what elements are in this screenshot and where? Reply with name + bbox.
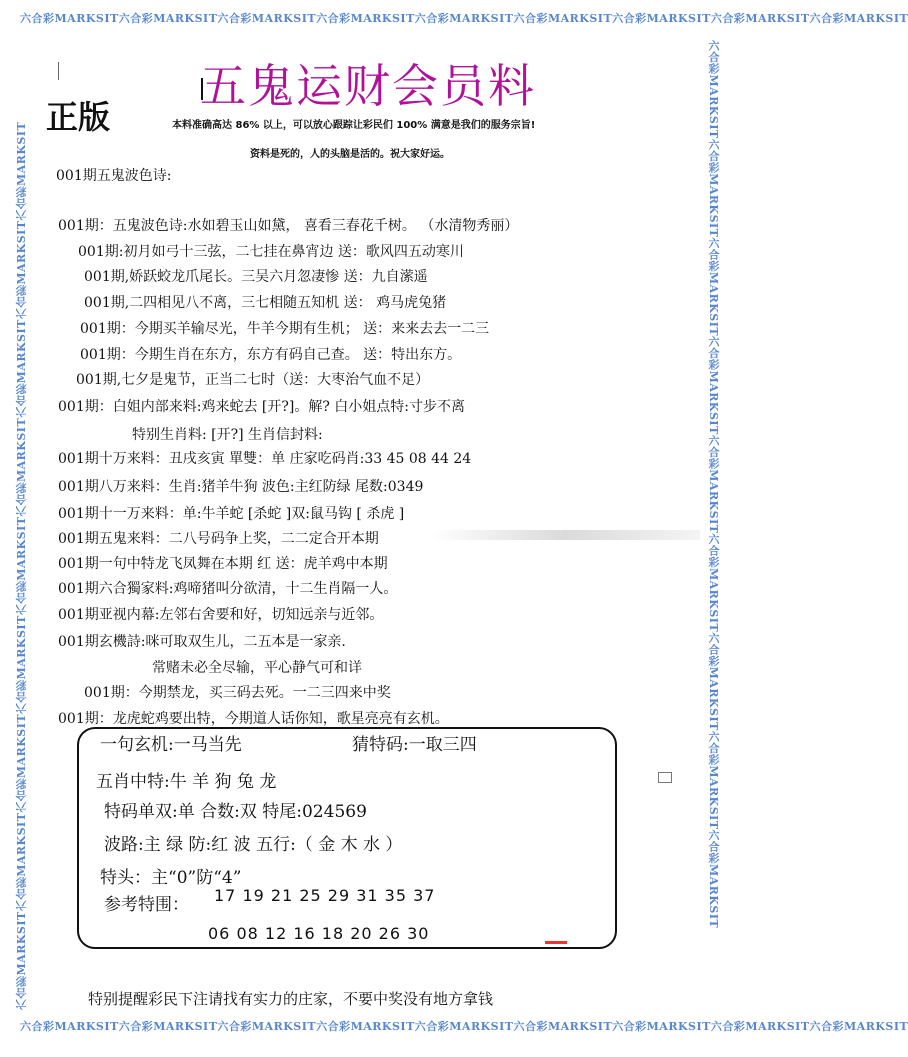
text-line: 001期,七夕是鬼节，正当二七时（送：大枣治气血不足） <box>76 372 430 388</box>
text-line: 001期：白姐内部来料:鸡来蛇去 [开?]。解? 白小姐点特:寸步不离 <box>58 399 465 415</box>
page-title: 五鬼运财会员料 <box>200 59 536 113</box>
text-line: 001期一句中特龙飞凤舞在本期 红 送：虎羊鸡中本期 <box>58 556 388 572</box>
xuanji-line: 一句玄机:一马当先 <box>100 735 242 755</box>
number-row-1: 17 19 21 25 29 31 35 37 <box>214 886 436 905</box>
text-line: 001期玄機詩:咪可取双生儿，二五本是一家亲. <box>58 634 346 650</box>
text-line: 001期十一万来料：单:牛羊蛇 [杀蛇 ]双:鼠马钩 [ 杀虎 ] <box>58 506 405 522</box>
text-line: 001期十万来料：丑戌亥寅 單雙：单 庄家吃码肖:33 45 08 44 24 <box>58 451 472 467</box>
grey-smudge <box>430 530 700 540</box>
text-line: 001期：今期禁龙，买三码去死。一二三四来中奖 <box>84 685 391 701</box>
cankao-label: 参考特围： <box>104 895 189 915</box>
text-line: 常赌未必全尽输，平心静气可和详 <box>152 660 362 676</box>
footer-note: 特别提醒彩民下注请找有实力的庄家，不要中奖没有地方拿钱 <box>88 990 494 1008</box>
text-line: 001期：今期生肖在东方，东方有码自己查。 送：特出东方。 <box>80 347 462 363</box>
watermark-bottom: 六合彩MARKSIT六合彩MARKSIT六合彩MARKSIT六合彩MARKSIT六合彩MARKSIT六合彩MARKSIT六合彩MARKSIT六合彩MARKSIT六合彩MARKSIT <box>20 1020 908 1033</box>
text-line: 001期五鬼来料：二八号码争上奖，二二定合开本期 <box>58 531 379 547</box>
small-rect <box>658 772 672 783</box>
text-line: 001期：今期买羊输尽光，牛羊今期有生机； 送：来来去去一二三 <box>80 321 490 337</box>
tetou-line: 特头：主“0”防“4” <box>100 868 242 888</box>
text-line: 001期：五鬼波色诗:水如碧玉山如黛， 喜看三春花千树。 （水清物秀丽） <box>58 218 519 234</box>
number-row-2: 06 08 12 16 18 20 26 30 <box>208 924 430 943</box>
red-mark <box>545 941 567 944</box>
watermark-top: 六合彩MARKSIT六合彩MARKSIT六合彩MARKSIT六合彩MARKSIT六合彩MARKSIT六合彩MARKSIT六合彩MARKSIT六合彩MARKSIT六合彩MARKSIT <box>20 12 908 25</box>
text-line: 特别生肖料: [开?] 生肖信封料: <box>132 427 323 443</box>
caitema-line: 猜特码:一取三四 <box>352 735 477 755</box>
text-line: 001期六合獨家料:鸡啼猪叫分欲清，十二生肖隔一人。 <box>58 581 398 597</box>
text-line: 001期,二四相见八不离，三七相随五知机 送： 鸡马虎兔猪 <box>84 295 447 311</box>
watermark-left: 六合彩MARKSIT六合彩MARKSIT六合彩MARKSIT六合彩MARKSIT六合彩MARKSIT六合彩MARKSIT六合彩MARKSIT六合彩MARKSIT六合彩MARKSIT <box>15 121 28 1010</box>
tick-mark <box>58 62 59 80</box>
watermark-right: 六合彩MARKSIT六合彩MARKSIT六合彩MARKSIT六合彩MARKSIT六合彩MARKSIT六合彩MARKSIT六合彩MARKSIT六合彩MARKSIT六合彩MARKSIT <box>707 40 720 929</box>
text-line: 001期八万来料：生肖:猪羊牛狗 波色:主红防绿 尾数:0349 <box>58 479 424 495</box>
text-line: 001期:初月如弓十三弦，二七挂在鼻宵边 送：歌风四五动寒川 <box>78 244 464 260</box>
subtitle-luck: 资料是死的，人的头脑是活的。祝大家好运。 <box>250 149 450 160</box>
text-line: 001期：龙虎蛇鸡要出特，今期道人话你知，歌星亮亮有玄机。 <box>58 711 449 727</box>
poem-heading: 001期五鬼波色诗: <box>56 168 172 184</box>
bolu-line: 波路:主 绿 防:红 波 五行:（ 金 木 水 ） <box>104 835 403 855</box>
subtitle-accuracy: 本料准确高达 86% 以上，可以放心跟踪让彩民们 100% 满意是我们的服务宗旨! <box>172 120 536 131</box>
danshuang-line: 特码单双:单 合数:双 特尾:024569 <box>104 802 367 822</box>
text-line: 001期,娇跃蛟龙爪尾长。三吴六月忽凄惨 送：九自潆遥 <box>84 269 428 285</box>
text-line: 001期亚视内幕:左邻右舍要和好，切知远亲与近邻。 <box>58 607 384 623</box>
wuxiao-line: 五肖中特:牛 羊 狗 兔 龙 <box>96 772 277 792</box>
genuine-badge: 正版 <box>46 98 111 136</box>
